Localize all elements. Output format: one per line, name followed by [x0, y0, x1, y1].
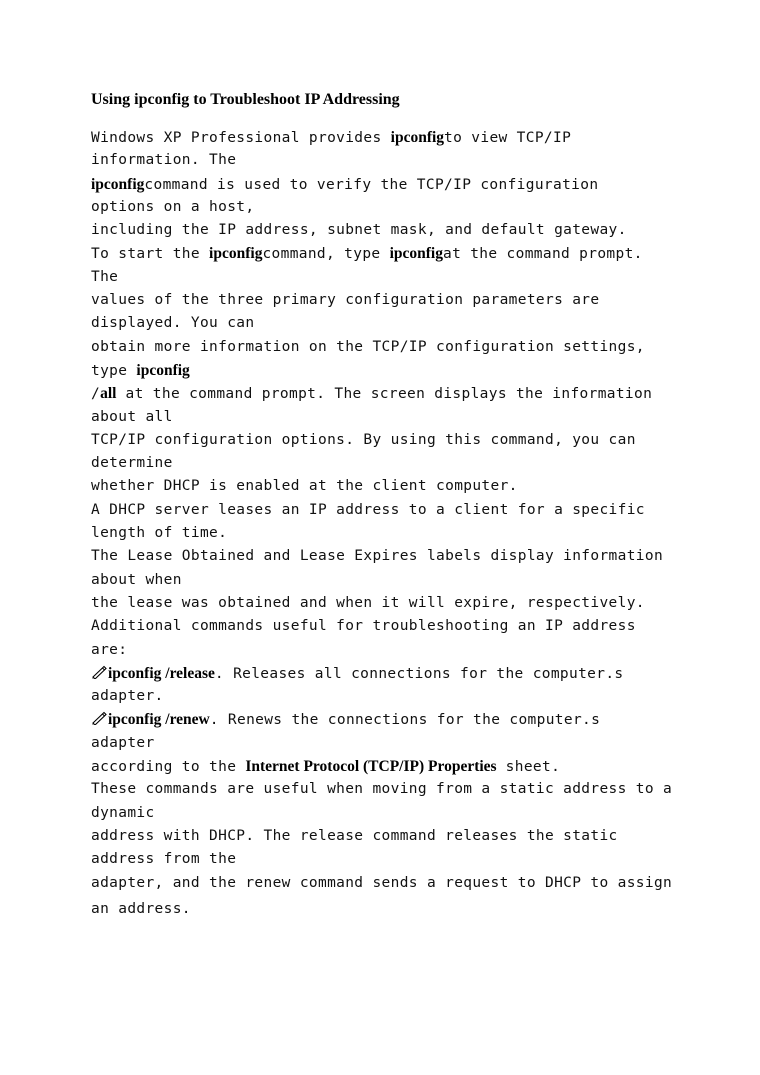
text-line — [91, 522, 691, 545]
text-run: options on a host, — [91, 198, 255, 215]
text-line — [91, 802, 691, 825]
text-run: at the command prompt. — [442, 246, 643, 263]
text-run: Additional commands useful for troubleshooting an IP address — [91, 618, 636, 635]
pencil-icon — [91, 664, 108, 678]
text-line — [91, 898, 691, 921]
text-line — [91, 499, 691, 522]
text-run: These commands are useful when moving from a static address to a — [91, 781, 673, 798]
text-run: A DHCP server leases an IP address to a client for a specific — [91, 501, 645, 518]
text-run: an address. — [91, 900, 191, 917]
text-line — [91, 219, 691, 242]
text-run: sheet. — [496, 759, 561, 776]
document-title: Using ipconfig to Troubleshoot IP Addressing — [91, 91, 400, 108]
text-run: to view TCP/IP — [444, 130, 572, 146]
text-line — [91, 872, 691, 895]
bold-term: ipconfig — [389, 245, 443, 263]
bold-term: ipconfig — [390, 129, 445, 146]
text-run: dynamic — [91, 804, 155, 821]
text-line — [91, 732, 691, 755]
text-line — [91, 755, 691, 778]
text-run: at the command prompt. The screen displays the information — [116, 386, 653, 403]
text-run: TCP/IP configuration options. By using this command, you can — [91, 431, 636, 448]
text-line — [91, 406, 691, 429]
text-run: whether DHCP is enabled at the client computer. — [91, 478, 518, 495]
text-line — [91, 662, 691, 685]
text-line — [91, 289, 691, 312]
document-page — [91, 88, 691, 921]
bold-term: ipconfig — [91, 175, 145, 193]
bold-term: ipconfig /renew — [108, 711, 210, 729]
pencil-icon — [91, 710, 108, 724]
text-line — [91, 639, 691, 662]
text-run: adapter. — [91, 688, 164, 705]
text-line — [91, 569, 691, 592]
text-run: length of time. — [91, 525, 228, 542]
text-run: adapter — [91, 734, 155, 751]
bold-term: ipconfig — [209, 245, 263, 263]
text-line — [91, 778, 691, 801]
text-run: about when — [91, 571, 182, 588]
bold-term: all — [100, 385, 117, 403]
bold-term: ipconfig — [136, 361, 190, 379]
text-line — [91, 359, 691, 382]
text-run: according to the — [91, 759, 246, 776]
text-run: adapter, and the renew command sends a request to DHCP to assign — [91, 874, 673, 891]
text-line — [91, 708, 691, 731]
text-line — [91, 452, 691, 475]
text-run: The — [91, 268, 119, 285]
text-line — [91, 592, 691, 615]
document-body — [91, 126, 691, 921]
bold-term: ipconfig /release — [108, 664, 215, 682]
text-run: . Releases all connections for the computer.s — [214, 665, 624, 682]
text-line — [91, 429, 691, 452]
text-line — [91, 382, 691, 405]
text-line — [91, 312, 691, 335]
text-run: type — [91, 362, 137, 379]
text-run: Windows XP Professional provides — [91, 130, 391, 146]
text-line — [91, 266, 691, 289]
text-run: / — [91, 386, 101, 403]
text-line — [91, 825, 691, 848]
text-run: obtain more information on the TCP/IP configuration settings, — [91, 338, 645, 355]
text-line — [91, 475, 691, 498]
text-run: values of the three primary configuration parameters are — [91, 292, 600, 309]
text-line — [91, 685, 691, 708]
text-run: displayed. You can — [91, 315, 255, 332]
text-line — [91, 242, 691, 265]
text-run: information. The — [91, 152, 237, 169]
text-run: are: — [91, 641, 128, 658]
text-run: about all — [91, 408, 173, 425]
text-run: the lease was obtained and when it will expire, respectively. — [91, 594, 645, 611]
text-run: address from the — [91, 851, 237, 868]
text-line — [91, 545, 691, 568]
text-run: command, type — [262, 246, 390, 263]
text-run: The Lease Obtained and Lease Expires labels display information — [91, 548, 664, 565]
text-line — [91, 126, 691, 149]
text-line — [91, 615, 691, 638]
bold-term: Internet Protocol (TCP/IP) Properties — [245, 758, 497, 776]
text-line — [91, 196, 691, 219]
text-line — [91, 173, 691, 196]
text-run: including the IP address, subnet mask, and default gateway. — [91, 222, 627, 239]
text-run: address with DHCP. The release command releases the static — [91, 827, 618, 844]
text-line — [91, 149, 691, 172]
text-line — [91, 336, 691, 359]
text-run: . Renews the connections for the computer.s — [209, 712, 601, 729]
text-run: determine — [91, 455, 173, 472]
text-run: command is used to verify the TCP/IP configuration — [144, 176, 599, 193]
text-run: To start the — [91, 246, 210, 263]
text-line — [91, 848, 691, 871]
